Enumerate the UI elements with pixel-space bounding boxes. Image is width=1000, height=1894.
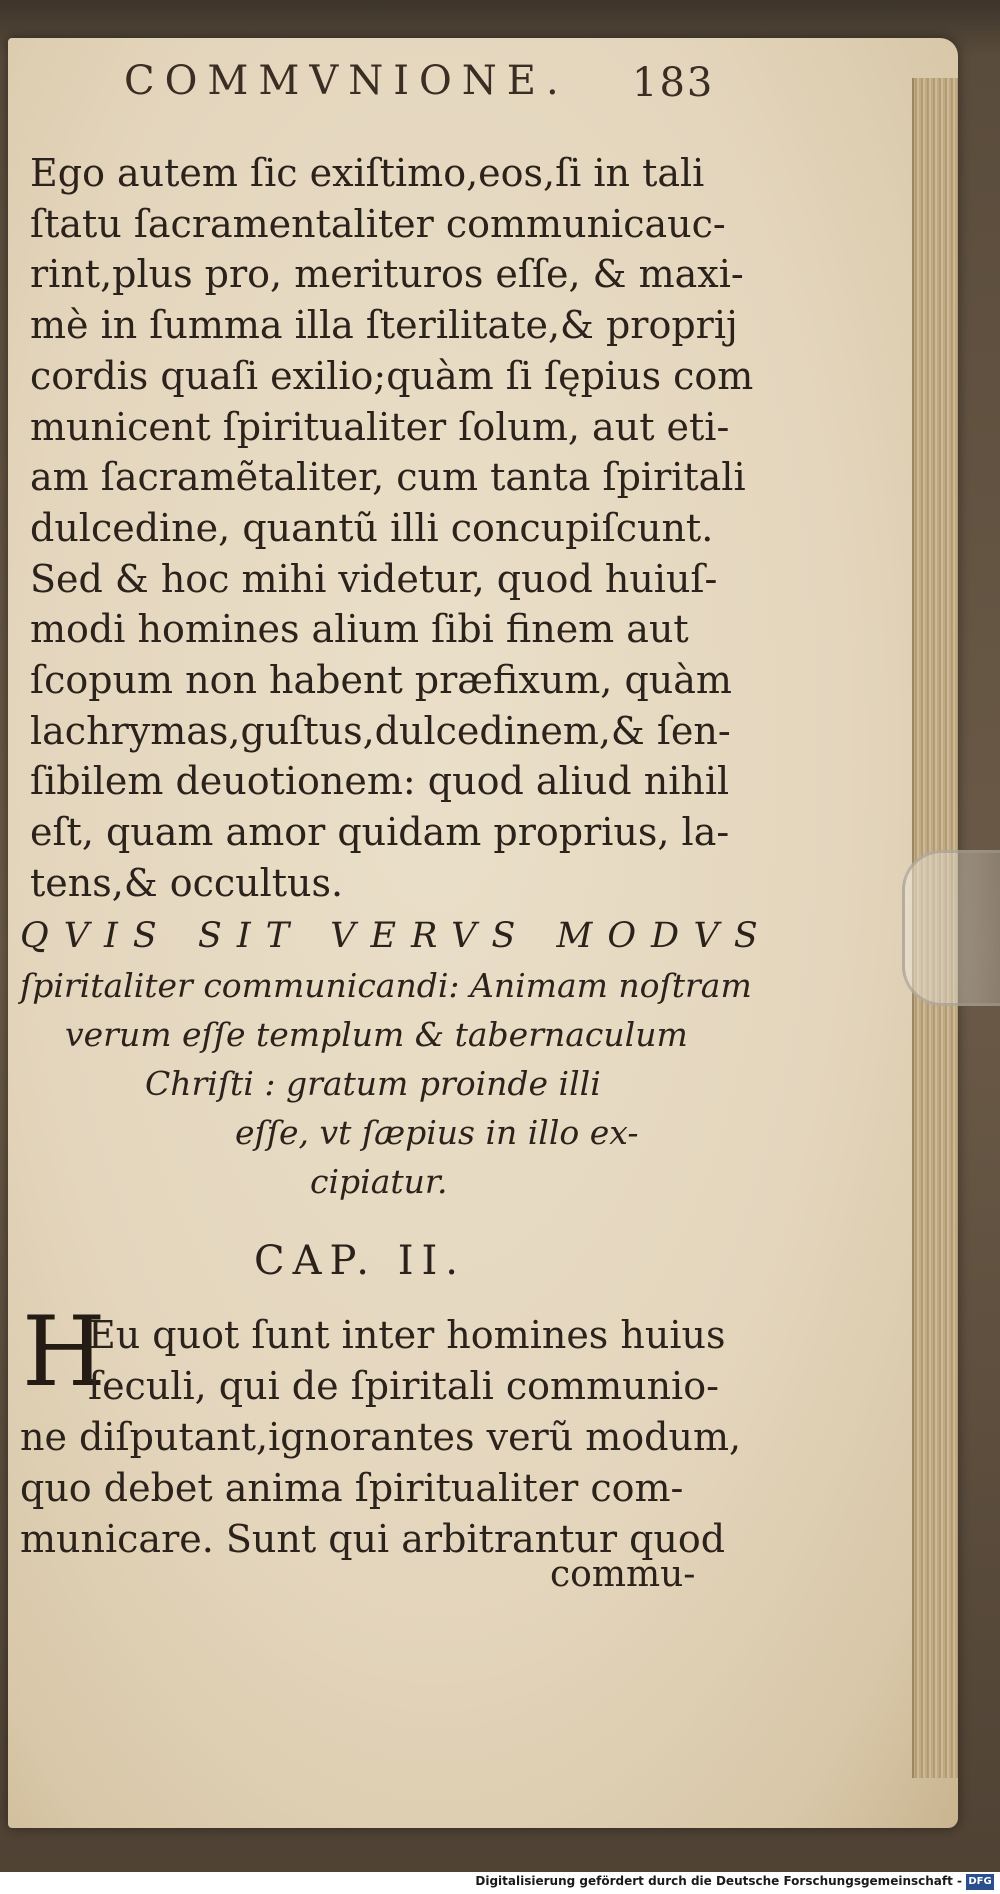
section-heading-line: cipiatur. xyxy=(310,1162,448,1201)
body-line: Ego autem ſic exiſtimo,eos,ſi in tali xyxy=(30,151,705,195)
body-line: eſt, quam amor quidam proprius, la- xyxy=(30,810,730,855)
section-heading-line: Chriſti : gratum proinde illi xyxy=(145,1064,601,1103)
body-line: am ſacramẽtaliter, cum tanta ſpiritali xyxy=(30,455,746,500)
page-number: 183 xyxy=(632,60,715,106)
running-head-title: COMMVNIONE. xyxy=(124,58,569,104)
body-text xyxy=(30,148,754,909)
footer-credit: Digitalisierung gefördert durch die Deutsche Forschungsgemeinschaft - xyxy=(475,1874,962,1888)
body-line: municent ſpiritualiter ſolum, aut eti- xyxy=(30,404,730,449)
section-heading-line: ſpiritaliter communicandi: Animam noſtram xyxy=(20,966,752,1005)
body-line: ſtatu ſacramentaliter communicauc- xyxy=(30,201,726,246)
chapter-line: ſeculi, qui de ſpiritali communio- xyxy=(88,1364,719,1408)
body-line: Sed & hoc mihi videtur, quod huiuſ- xyxy=(30,556,718,601)
book-clip xyxy=(902,850,1000,1006)
body-line: tens,& occultus. xyxy=(30,860,344,905)
chapter-line: quo debet anima ſpiritualiter com- xyxy=(20,1466,684,1510)
body-line: cordis quaſi exilio;quàm ſi ſępius com xyxy=(30,353,754,398)
catchword: commu- xyxy=(550,1554,696,1595)
body-line: dulcedine, quantũ illi concupiſcunt. xyxy=(30,505,714,550)
chapter-line: Eu quot ſunt inter homines huius xyxy=(88,1313,726,1357)
body-line: modi homines alium ſibi finem aut xyxy=(30,607,689,652)
running-head xyxy=(102,58,722,118)
dfg-logo: DFG xyxy=(966,1874,994,1890)
body-line: ſibilem deuotionem: quod aliud nihil xyxy=(30,759,730,804)
body-line: lachrymas,guſtus,dulcedinem,& ſen- xyxy=(30,708,731,753)
drop-cap-initial: H xyxy=(22,1296,106,1408)
chapter-line: ne diſputant,ignorantes verũ modum, xyxy=(20,1415,742,1459)
body-line: ſcopum non habent præfixum, quàm xyxy=(30,658,732,703)
section-heading-line: eſſe, vt ſæpius in illo ex- xyxy=(235,1113,639,1152)
section-heading xyxy=(20,912,773,1206)
body-line: mè in ſumma illa ſterilitate,& proprij xyxy=(30,303,738,348)
chapter-label: CAP. II. xyxy=(253,1238,467,1284)
chapter-line: municare. Sunt qui arbitrantur quod xyxy=(20,1517,726,1561)
chapter-text xyxy=(20,1310,740,1565)
body-line: rint,plus pro, merituros eſſe, & maxi- xyxy=(30,252,744,297)
section-heading-line: verum eſſe templum & tabernaculum xyxy=(65,1015,688,1054)
section-heading-line: QVIS SIT VERVS MODVS xyxy=(20,916,773,956)
